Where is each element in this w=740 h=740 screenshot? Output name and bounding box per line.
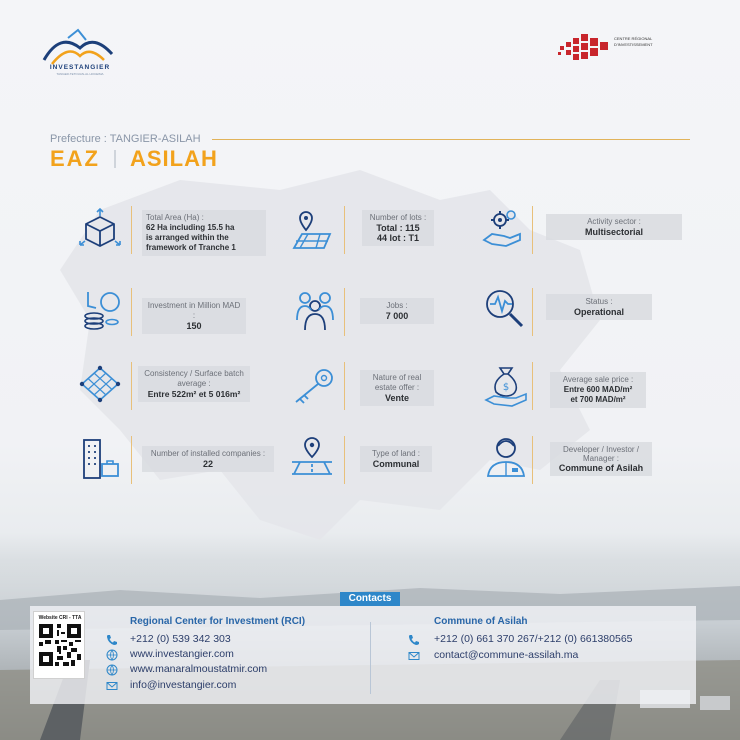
contacts-tab: Contacts [340,592,400,606]
divider-line [344,206,345,254]
header [0,0,740,90]
title-separator [114,150,116,168]
mail-icon [106,680,118,692]
logo-right-text: CENTRE RÉGIONAL D'INVESTISSEMENT [614,36,653,47]
mail-icon [408,650,420,662]
companies-building-icon [78,436,122,480]
info-label: Investment in Million MAD : [147,301,241,320]
commune-phone[interactable]: +212 (0) 661 370 267/+212 (0) 661380565 [434,633,633,645]
info-label: Nature of real estate offer : [372,373,422,392]
info-value: framework of Tranche 1 [146,243,236,252]
divider-line [532,436,533,484]
info-value: 7 000 [385,311,409,321]
prefecture-underline [212,139,690,140]
info-value: 62 Ha including 15.5 ha [146,223,235,232]
divider-line [344,362,345,410]
rci-email[interactable]: info@investangier.com [130,679,237,691]
rci-phone[interactable]: +212 (0) 539 342 303 [130,633,231,645]
info-value: Total : 115 [376,223,420,233]
info-value: Entre 522m² et 5 016m² [147,389,241,399]
info-value: Operational [573,307,624,317]
info-label: Total Area (Ha) : [146,213,204,222]
info-value: Communal [372,459,420,469]
jobs-people-icon [293,288,337,332]
info-label: Status : [585,297,613,306]
developer-person-icon [484,434,528,478]
svg-text:$: $ [502,382,510,393]
page-title [50,146,218,172]
lots-map-icon [290,208,334,252]
info-label: Activity sector : [587,217,641,226]
info-value: Entre 600 MAD/m² [563,385,633,394]
status-magnifier-icon [482,286,526,330]
info-jobs [360,298,434,324]
surface-grid-icon [78,362,122,406]
divider-line [532,206,533,254]
info-number-of-lots [362,210,434,246]
info-total-area [142,210,266,256]
info-label: Number of installed companies : [150,449,266,458]
info-value: Multisectorial [584,227,643,237]
website-qr-card[interactable] [33,611,85,679]
info-value: Commune of Asilah [558,463,644,473]
divider-line [344,436,345,484]
info-label: Type of land : [371,449,421,458]
contacts-divider [370,622,371,694]
qr-title: Website CRI - TTA [38,615,82,621]
divider-line [131,362,132,410]
divider-line [344,288,345,336]
rci-website-1[interactable]: www.investangier.com [130,648,234,660]
info-land-type [360,446,432,472]
info-installed-companies [142,446,274,472]
key-icon [292,364,336,408]
info-offer-nature [360,370,434,406]
info-label: Consistency / Surface batch average : [144,369,244,388]
info-value: 44 lot : T1 [376,233,419,243]
globe-icon [106,664,118,676]
qr-code-icon [39,624,81,666]
info-label: Developer / Investor / Manager : [562,445,640,463]
divider-line [532,362,533,410]
divider-line [131,206,132,254]
info-developer [550,442,652,476]
divider-line [532,288,533,336]
commune-title: Commune of Asilah [434,616,528,627]
info-label: Average sale price : [562,375,634,384]
divider-line [131,288,132,336]
land-road-pin-icon [290,434,334,478]
info-value: is arranged within the [146,233,229,242]
prefecture-label: Prefecture : TANGIER-ASILAH [50,133,201,145]
rci-title: Regional Center for Investment (RCI) [130,616,306,627]
phone-icon [106,634,118,646]
info-status [546,294,652,320]
title-name: ASILAH [130,146,218,171]
info-value: 150 [186,321,202,331]
info-activity-sector [546,214,682,240]
logo-left-text: INVESTANGIER [49,64,111,71]
info-value: 22 [202,459,213,469]
activity-gears-icon [480,206,524,250]
area-cube-icon [78,207,122,251]
investment-coins-icon [80,288,124,332]
rci-website-2[interactable]: www.manaralmoustatmir.com [130,663,268,675]
info-value: Vente [384,393,409,403]
commune-email[interactable]: contact@commune-assilah.ma [434,649,579,661]
info-average-price [550,372,646,408]
info-label: Number of lots : [369,213,427,222]
phone-icon [408,634,420,646]
info-surface-average [138,366,250,402]
divider-line [131,436,132,484]
info-value: et 700 MAD/m² [570,395,626,404]
price-money-bag-icon [484,364,528,408]
info-investment [142,298,246,334]
info-label: Jobs : [386,301,408,310]
globe-icon [106,649,118,661]
title-eaz: EAZ [50,146,100,171]
logo-left-subtext: TANGER-TETOUAN-AL HOCEIMA [56,72,104,76]
